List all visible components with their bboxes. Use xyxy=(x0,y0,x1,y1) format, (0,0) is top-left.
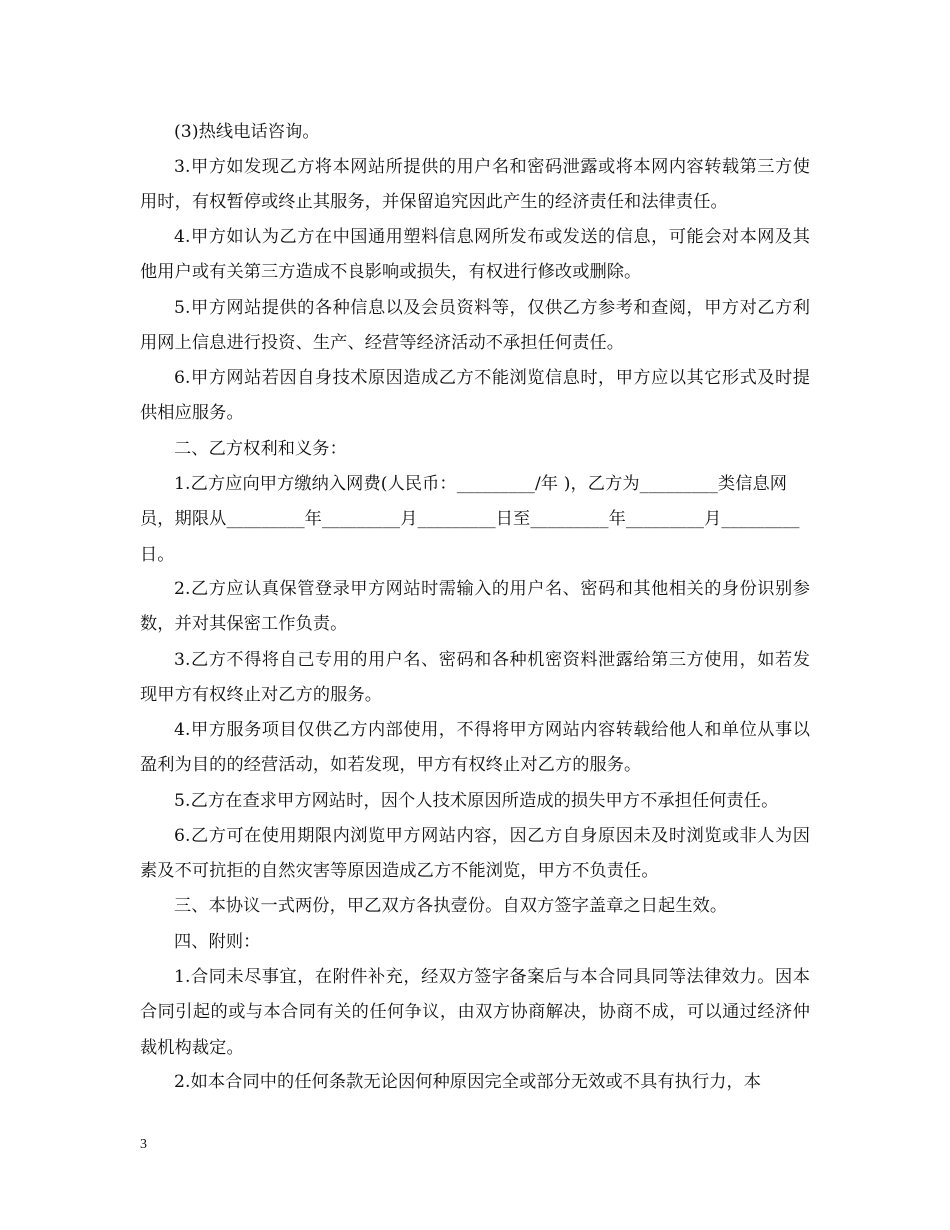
paragraph-a5: 5.甲方网站提供的各种信息以及会员资料等，仅供乙方参考和查阅，甲方对乙方利用网上信息进行投资、生产、经营等经济活动不承担任何责任。 xyxy=(140,298,810,354)
paragraph-a6: 6.甲方网站若因自身技术原因造成乙方不能浏览信息时，甲方应以其它形式及时提供相应服务。 xyxy=(140,368,810,424)
paragraph-b4: 4.甲方服务项目仅供乙方内部使用，不得将甲方网站内容转载给他人和单位从事以盈利为目的的经营活动，如若发现，甲方有权终止对乙方的服务。 xyxy=(140,720,810,776)
section-heading-party-b: 二、乙方权利和义务： xyxy=(174,439,347,459)
paragraph-b1: 1.乙方应向甲方缴纳入网费(人民币：_________/年 )，乙方为_________类信息网员，期限从_________年_________月_________日至_________年_________月_________日。 xyxy=(140,474,800,565)
section-three: 三、本协议一式两份，甲乙双方各执壹份。自双方签字盖章之日起生效。 xyxy=(174,896,728,916)
page-number: 3 xyxy=(140,1137,147,1152)
paragraph-b2: 2.乙方应认真保管登录甲方网站时需输入的用户名、密码和其他相关的身份识别参数，并对其保密工作负责。 xyxy=(140,579,810,635)
paragraph-c2: 2.如本合同中的任何条款无论因何种原因完全或部分无效或不具有执行力，本 xyxy=(174,1072,762,1092)
paragraph-hotline: (3)热线电话咨询。 xyxy=(174,122,320,142)
paragraph-b6: 6.乙方可在使用期限内浏览甲方网站内容，因乙方自身原因未及时浏览或非人为因素及不可抗拒的自然灾害等原因造成乙方不能浏览，甲方不负责任。 xyxy=(140,826,810,882)
paragraph-c1: 1.合同未尽事宜，在附件补充，经双方签字备案后与本合同具同等法律效力。因本合同引起的或与本合同有关的任何争议，由双方协商解决，协商不成，可以通过经济仲裁机构裁定。 xyxy=(140,967,810,1058)
section-heading-appendix: 四、附则： xyxy=(174,932,261,952)
paragraph-b5: 5.乙方在查求甲方网站时，因个人技术原因所造成的损失甲方不承担任何责任。 xyxy=(174,791,779,811)
paragraph-a4: 4.甲方如认为乙方在中国通用塑料信息网所发布或发送的信息，可能会对本网及其他用户或有关第三方造成不良影响或损失，有权进行修改或删除。 xyxy=(140,227,810,283)
paragraph-a3: 3.甲方如发现乙方将本网站所提供的用户名和密码泄露或将本网内容转载第三方使用时，有权暂停或终止其服务，并保留追究因此产生的经济责任和法律责任。 xyxy=(140,157,810,213)
paragraph-b3: 3.乙方不得将自己专用的用户名、密码和各种机密资料泄露给第三方使用，如若发现甲方有权终止对乙方的服务。 xyxy=(140,650,810,706)
